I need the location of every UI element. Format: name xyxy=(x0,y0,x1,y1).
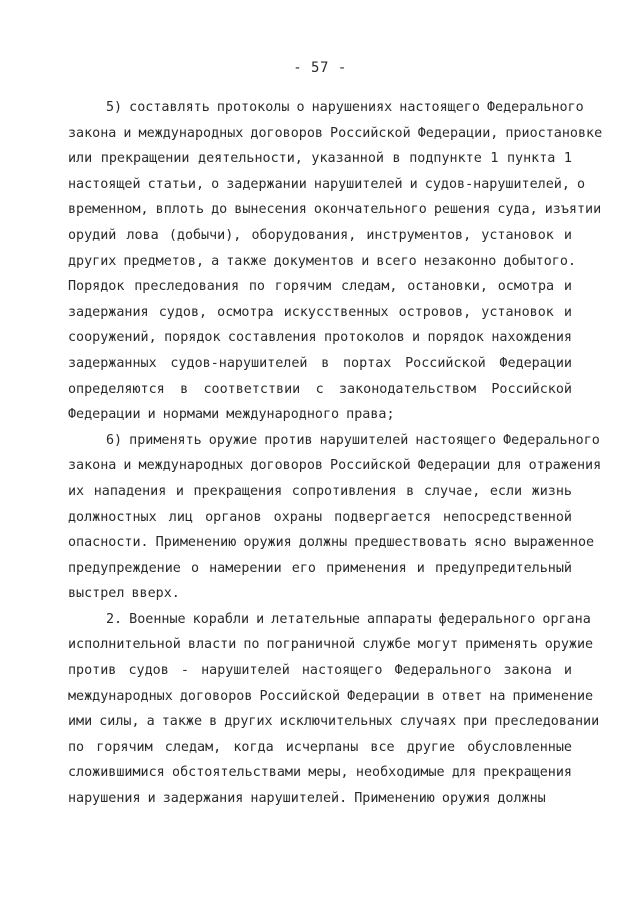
paragraph-item-5 xyxy=(68,95,603,428)
text-line: исполнительной власти по пограничной службе могут применять оружие xyxy=(68,637,594,653)
text-line: против судов - нарушителей настоящего Федерального закона и xyxy=(68,663,572,679)
paragraph-item-6 xyxy=(68,428,602,607)
text-line: выстрел вверх. xyxy=(68,586,180,602)
text-line: Федерации и нормами международного права; xyxy=(68,407,395,423)
text-line: опасности. Применению оружия должны предшествовать ясно выраженное xyxy=(68,535,595,551)
text-line: других предметов, а также документов и всего незаконно добытого. xyxy=(68,253,576,269)
document-body xyxy=(68,95,603,812)
text-line: должностных лиц органов охраны подвергается непосредственной xyxy=(68,509,572,525)
text-line: сооружений, порядок составления протоколов и порядок нахождения xyxy=(68,330,572,346)
text-line: или прекращении деятельности, указанной в подпункте 1 пункта 1 xyxy=(68,151,572,167)
text-line: Порядок преследования по горячим следам, остановки, осмотра и xyxy=(68,279,572,295)
text-line: задержания судов, осмотра искусственных островов, установок и xyxy=(68,304,572,320)
text-line: предупреждение о намерении его применения и предупредительный xyxy=(68,560,572,576)
text-line: сложившимися обстоятельствами меры, необходимые для прекращения xyxy=(68,765,572,781)
text-line: международных договоров Российской Федерации в ответ на применение xyxy=(68,688,594,704)
text-line: орудий лова (добычи), оборудования, инструментов, установок и xyxy=(68,227,572,243)
text-line: временном, вплоть до вынесения окончательного решения суда, изъятии xyxy=(68,202,602,218)
text-line: 2. Военные корабли и летательные аппараты федерального органа xyxy=(106,611,591,627)
text-line: закона и международных договоров Российской Федерации для отражения xyxy=(68,458,602,474)
text-line: по горячим следам, когда исчерпаны все другие обусловленные xyxy=(68,739,572,755)
text-line: нарушения и задержания нарушителей. Применению оружия должны xyxy=(68,791,546,807)
text-line: ими силы, а также в других исключительных случаях при преследовании xyxy=(68,714,600,730)
paragraph-clause-2 xyxy=(68,607,600,812)
text-line: их нападения и прекращения сопротивления в случае, если жизнь xyxy=(68,483,572,499)
text-line: 6) применять оружие против нарушителей настоящего Федерального xyxy=(106,432,600,448)
text-line: закона и международных договоров Российской Федерации, приостановке xyxy=(68,125,603,141)
page-number: - 57 - xyxy=(293,60,347,76)
text-line: настоящей статьи, о задержании нарушителей и судов-нарушителей, о xyxy=(68,176,586,192)
text-line: задержанных судов-нарушителей в портах Российской Федерации xyxy=(68,355,572,371)
text-line: 5) составлять протоколы о нарушениях настоящего Федерального xyxy=(106,100,584,115)
text-line: определяются в соответствии с законодательством Российской xyxy=(68,381,572,397)
